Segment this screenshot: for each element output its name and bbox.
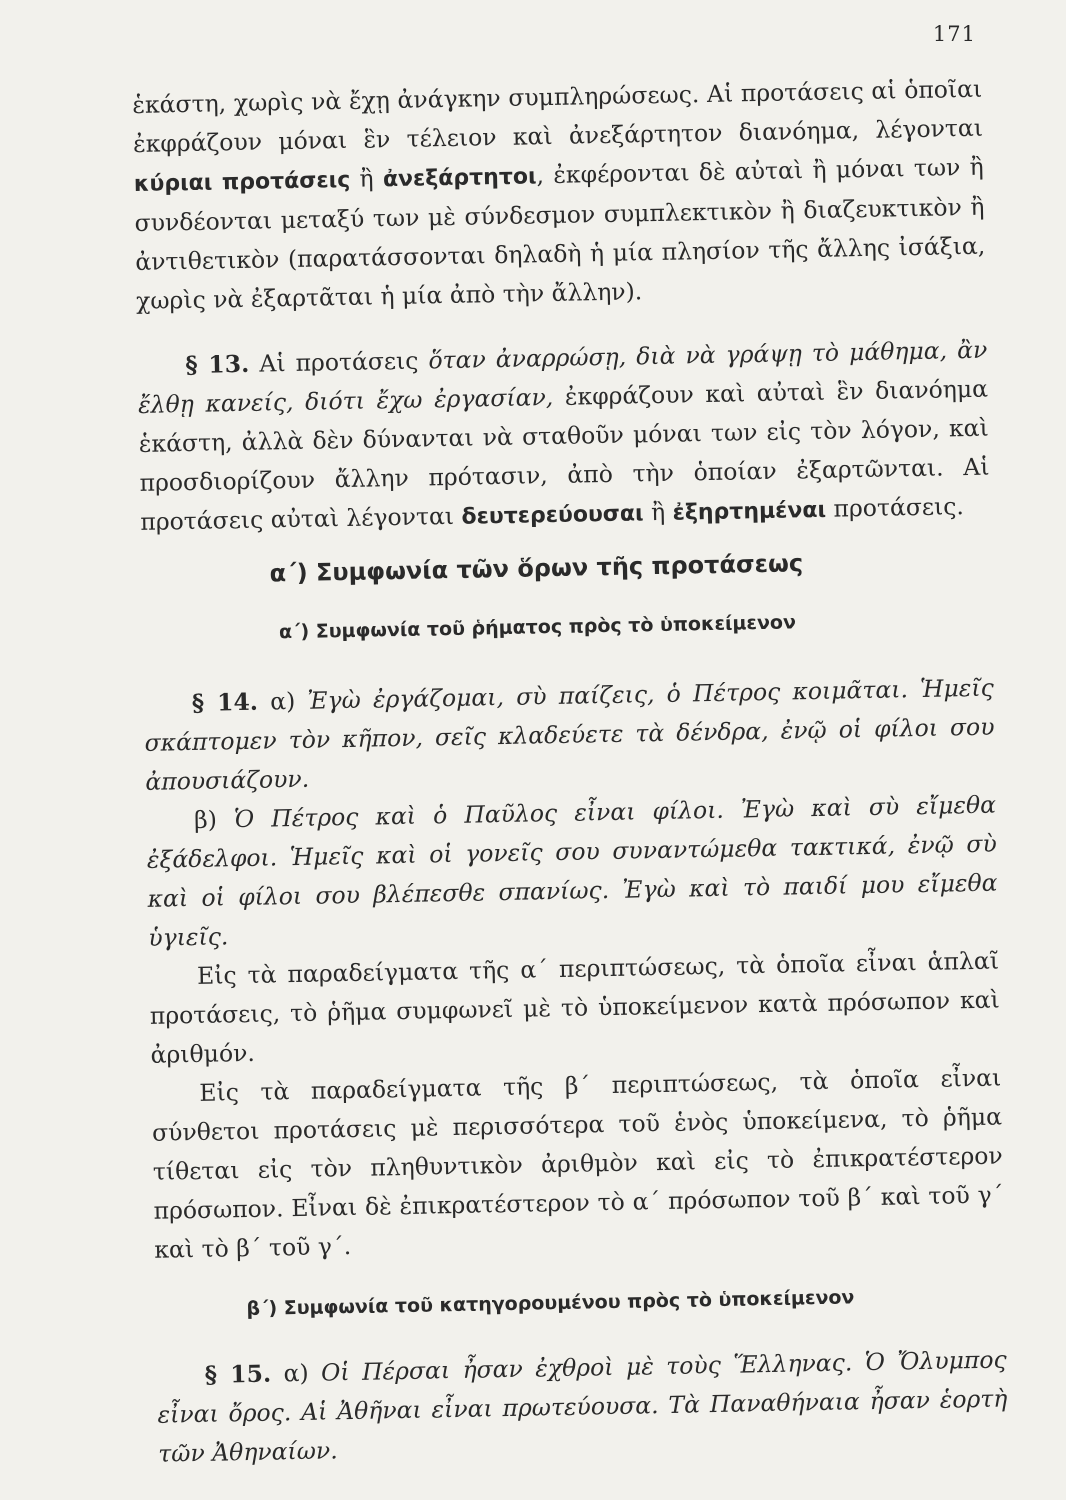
text-run: ἑκάστη, χωρὶς νὰ ἔχῃ ἀνάγκην συμπληρώσεως. Αἱ προτάσεις αἱ ὁποῖαι ἐκφράζουν μόναι ἓν τέλειον καὶ ἀνεξάρτητον διανόημα, λέγονται: [132, 74, 984, 158]
paragraph-section-15: [156, 1340, 1008, 1473]
text-run: Αἱ προτάσεις: [249, 346, 429, 378]
section-number: § 15.: [204, 1359, 272, 1389]
paragraph-example-b: [146, 786, 999, 958]
term-main-clauses: κύριαι προτάσεις: [133, 167, 351, 197]
section-number: § 14.: [191, 687, 259, 717]
page-number: 171: [932, 22, 976, 46]
text-run: ἢ: [643, 497, 673, 527]
text-run: , ἐκφέρονται δὲ αὐταὶ ἢ μόναι των ἢ συνδέονται μεταξύ των μὲ σύνδεσμον συμπλεκτικὸν ἢ διαζευκτικὸν ἢ ἀντιθετικὸν (παρατάσσονται δηλαδὴ ἡ μία πλησίον τῆς ἄλλης ἰσάξια, χωρὶς νὰ ἐξαρτᾶται ἡ μία ἀπὸ τὴν ἄλλην).: [134, 152, 986, 315]
text-run: ἢ: [349, 164, 384, 193]
example-text: Ὁ Πέτρος καὶ ὁ Παῦλος εἶναι φίλοι. Ἐγὼ καὶ σὺ εἴμεθα ἐξάδελφοι. Ἡμεῖς καὶ οἱ γονεῖς σου συναντώμεθα τακτικά, ἐνῷ σὺ καὶ οἱ φίλοι σου βλέπεσθε σπανίως. Ἐγὼ καὶ τὸ παιδί μου εἴμεθα ὑγιεῖς.: [146, 790, 998, 952]
example-text: Οἱ Πέρσαι ἦσαν ἐχθροὶ μὲ τοὺς Ἕλληνας. Ὁ Ὄλυμπος εἶναι ὄρος. Αἱ Ἀθῆναι εἶναι πρωτεύουσα. Τὰ Παναθήναια ἦσαν ἑορτὴ τῶν Ἀθηναίων.: [157, 1345, 1008, 1468]
heading-agreement-terms: α΄) Συμφωνία τῶν ὅρων τῆς προτάσεως: [269, 549, 804, 588]
heading-predicate-subject: β΄) Συμφωνία τοῦ κατηγορουμένου πρὸς τὸ ὑποκείμενον: [246, 1286, 855, 1321]
text-run: ἐκφράζουν καὶ αὐταὶ ἓν διανόημα ἑκάστη, ἀλλὰ δὲν δύνανται νὰ σταθοῦν μόναι των εἰς τὸν λόγον, καὶ προσδιορίζουν ἄλλην πρότασιν, ἀπὸ τὴν ὁποίαν ἐξαρτῶνται. Αἱ προτάσεις αὐταὶ λέγονται: [138, 374, 990, 536]
section-number: § 13.: [185, 349, 250, 380]
term-secondary: δευτερεύουσαι: [461, 501, 644, 530]
text-run: β): [193, 805, 235, 834]
paragraph-section-14: [143, 669, 995, 802]
example-text: Ἐγὼ ἐργάζομαι, σὺ παίζεις, ὁ Πέτρος κοιμᾶται. Ἡμεῖς σκάπτομεν τὸν κῆπον, σεῖς κλαδεύετε τὰ δένδρα, ἐνῷ οἱ φίλοι σου ἀπουσιάζουν.: [144, 673, 995, 796]
paragraph-explanation-a: Εἰς τὰ παραδείγματα τῆς α΄ περιπτώσεως, τὰ ὁποῖα εἶναι ἁπλαῖ προτάσεις, τὸ ῥῆμα συμφωνεῖ μὲ τὸ ὑποκείμενον κατὰ πρόσωπον καὶ ἀριθμόν.: [149, 946, 1000, 1069]
term-dependent: ἐξηρτημέναι: [672, 497, 827, 526]
heading-verb-subject: α΄) Συμφωνία τοῦ ῥήματος πρὸς τὸ ὑποκείμενον: [278, 611, 797, 644]
paragraph-explanation-b: Εἰς τὰ παραδείγματα τῆς β΄ περιπτώσεως, τὰ ὁποῖα εἶναι σύνθετοι προτάσεις μὲ περισσότερα τοῦ ἑνὸς ὑποκείμενα, τὸ ῥῆμα τίθεται εἰς τὸν πληθυντικὸν ἀριθμὸν καὶ εἰς τὸ ἐπικρατέστερον πρόσωπον. Εἶναι δὲ ἐπικρατέστερον τὸ α΄ πρόσωπον τοῦ β΄ καὶ τοῦ γ΄ καὶ τὸ β΄ τοῦ γ΄.: [151, 1063, 1004, 1264]
term-independent: ἀνεξάρτητοι: [382, 164, 537, 193]
text-run: α): [270, 1358, 322, 1388]
paragraph-main-clauses: [132, 70, 986, 321]
page-content: [132, 70, 1008, 1474]
example-text: ὅταν ἀναρρώσῃ, διὰ νὰ γράψῃ τὸ μάθημα, ἂν ἔλθῃ κανείς, διότι ἔχω ἐργασίαν,: [137, 335, 988, 419]
paragraph-section-13: [137, 331, 991, 543]
text-run: προτάσεις.: [825, 492, 965, 523]
text-run: α): [257, 686, 308, 716]
